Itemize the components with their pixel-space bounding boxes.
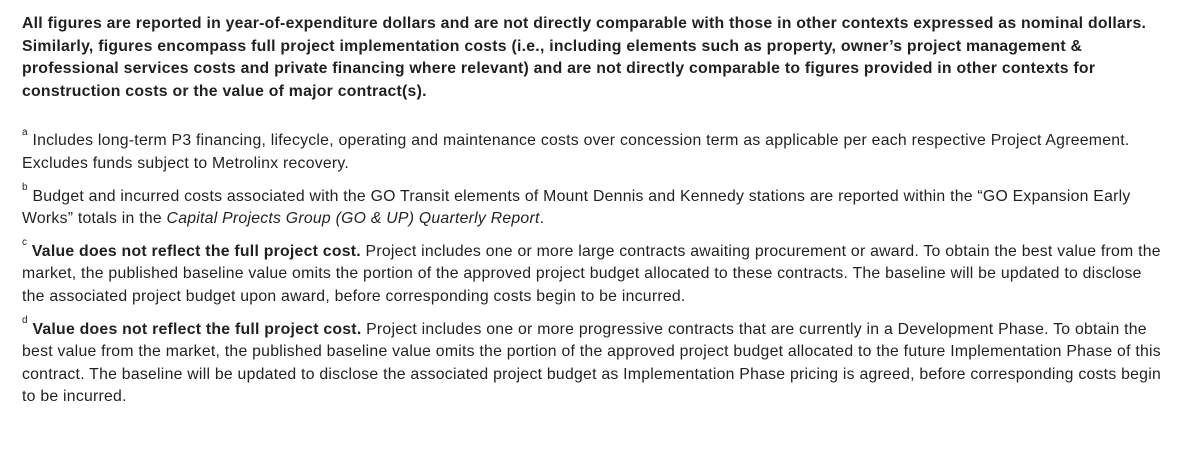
footnote-d: [22, 315, 1162, 409]
footnote-a: [22, 126, 1162, 175]
footnote-d-marker: d: [22, 315, 28, 327]
footnote-d-bold-lead: Value does not reflect the full project cost.: [27, 320, 362, 338]
footnote-c-marker: c: [22, 237, 28, 249]
footnote-b-report-title: Capital Projects Group (GO & UP) Quarterly Report: [166, 210, 540, 228]
footnote-b-text: Budget and incurred costs associated with the GO Transit elements of Mount Dennis and Kennedy stations are reported within the “GO Expansion Early Works” totals in the: [22, 187, 1131, 228]
footnote-b-suffix: .: [539, 210, 545, 228]
footnote-c-text: Project includes one or more large contracts awaiting procurement or award. To obtain the best value from the market, the published baseline value omits the portion of the approved project budget allocated to these contracts. The baseline will be updated to disclose the associated project budget upon award, before corresponding costs begin to be incurred.: [22, 242, 1161, 305]
footnote-c: [22, 237, 1162, 309]
footnote-b: [22, 182, 1162, 231]
intro-paragraph: All figures are reported in year-of-expenditure dollars and are not directly comparable with those in other contexts expressed as nominal dollars. Similarly, figures encompass full project implementation costs (i.e., including elements such as property, owner’s project management & professional services costs and private financing where relevant) and are not directly comparable to figures provided in other contexts for construction costs or the value of major contract(s).: [22, 15, 1147, 100]
footnote-d-text: Project includes one or more progressive contracts that are currently in a Development Phase. To obtain the best value from the market, the published baseline value omits the portion of the approved project budget allocated to the future Implementation Phase of this contract. The baseline will be updated to disclose the associated project budget as Implementation Phase pricing is agreed, before corresponding costs begin to be incurred.: [22, 320, 1162, 406]
footnote-c-bold-lead: Value does not reflect the full project cost.: [27, 242, 361, 260]
footnote-a-text: Includes long-term P3 financing, lifecycle, operating and maintenance costs over concession term as applicable per each respective Project Agreement. Excludes funds subject to Metrolinx recovery.: [22, 132, 1130, 172]
footnote-b-marker: b: [22, 182, 28, 194]
footnote-a-marker: a: [22, 126, 28, 138]
